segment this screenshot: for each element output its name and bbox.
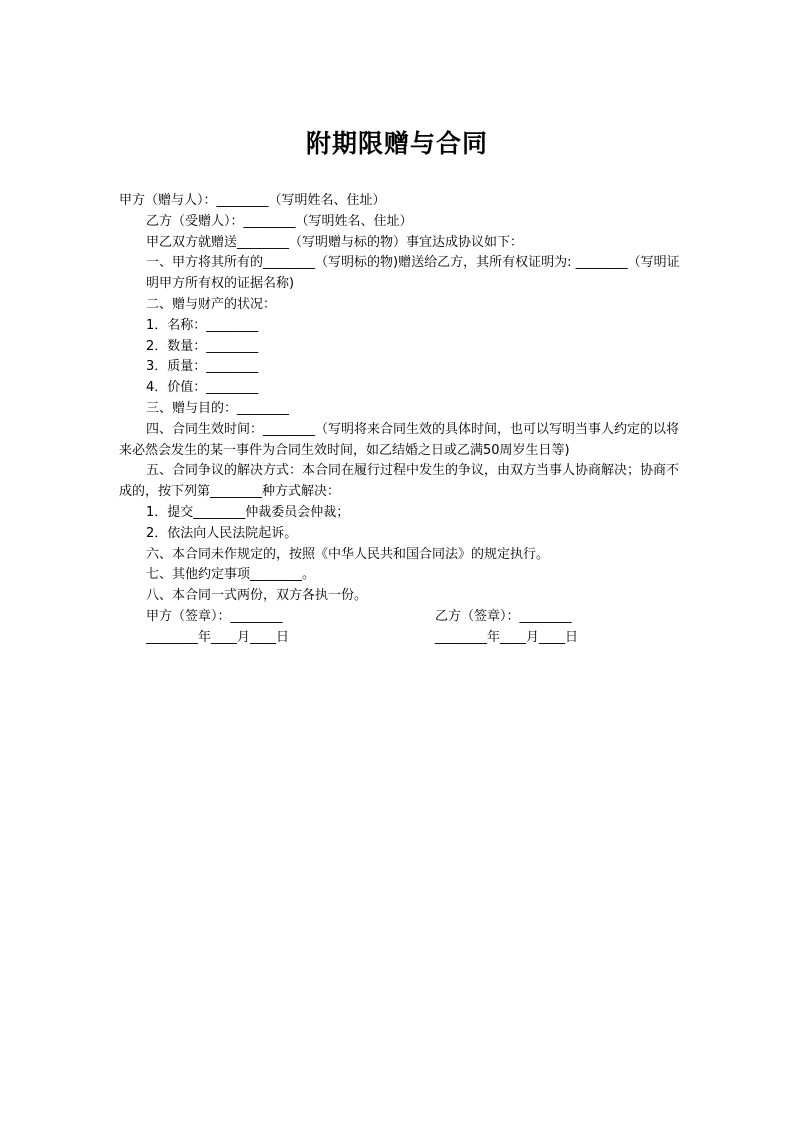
clause-3: 三、赠与目的：________ (146, 400, 290, 416)
party-a-date: ________年____月____日 (146, 629, 290, 645)
date-row (119, 628, 689, 649)
intro-line: 甲乙双方就赠送________（写明赠与标的物）事宜达成协议如下： (146, 234, 524, 250)
clause-5: 五、合同争议的解决方式：本合同在履行过程中发生的争议，由双方当事人协商解决；协商不成的，按下列第________种方式解决： (119, 463, 680, 500)
party-b-date: ________年____月____日 (435, 629, 579, 645)
clause-4: 四、合同生效时间：________（写明将来合同生效的具体时间，也可以写明当事人约定的以将来必然会发生的某一事件为合同生效时间，如乙结婚之日或乙满50周岁生日等) (119, 421, 680, 458)
party-b-signature: 乙方（签章）：________ (435, 608, 572, 624)
clause-6: 六、本合同未作规定的，按照《中华人民共和国合同法》的规定执行。 (146, 546, 550, 562)
clause-8: 八、本合同一式两份，双方各执一份。 (146, 588, 368, 604)
contract-body (119, 191, 689, 649)
clause-1: 一、甲方将其所有的________（写明标的物)赠送给乙方，其所有权证明为: ________（写明证明甲方所有权的证据名称) (146, 255, 680, 292)
party-a-signature: 甲方（签章）：________ (146, 608, 283, 624)
option-1: 1．提交________仲裁委员会仲裁； (146, 504, 350, 520)
item-value: 4．价值：________ (146, 380, 259, 396)
clause-2: 二、赠与财产的状况： (146, 296, 277, 312)
item-quantity: 2．数量：________ (146, 338, 259, 354)
party-b-line: 乙方（受赠人）：________（写明姓名、住址） (146, 213, 413, 229)
item-name: 1．名称：________ (146, 317, 259, 333)
option-2: 2．依法向人民法院起诉。 (146, 525, 298, 541)
party-a-line: 甲方（赠与人）：________（写明姓名、住址） (119, 193, 386, 208)
signature-row (119, 607, 689, 628)
item-quality: 3．质量：________ (146, 359, 259, 375)
document-title: 附期限赠与合同 (305, 129, 488, 158)
clause-7: 七、其他约定事项________。 (146, 567, 316, 583)
